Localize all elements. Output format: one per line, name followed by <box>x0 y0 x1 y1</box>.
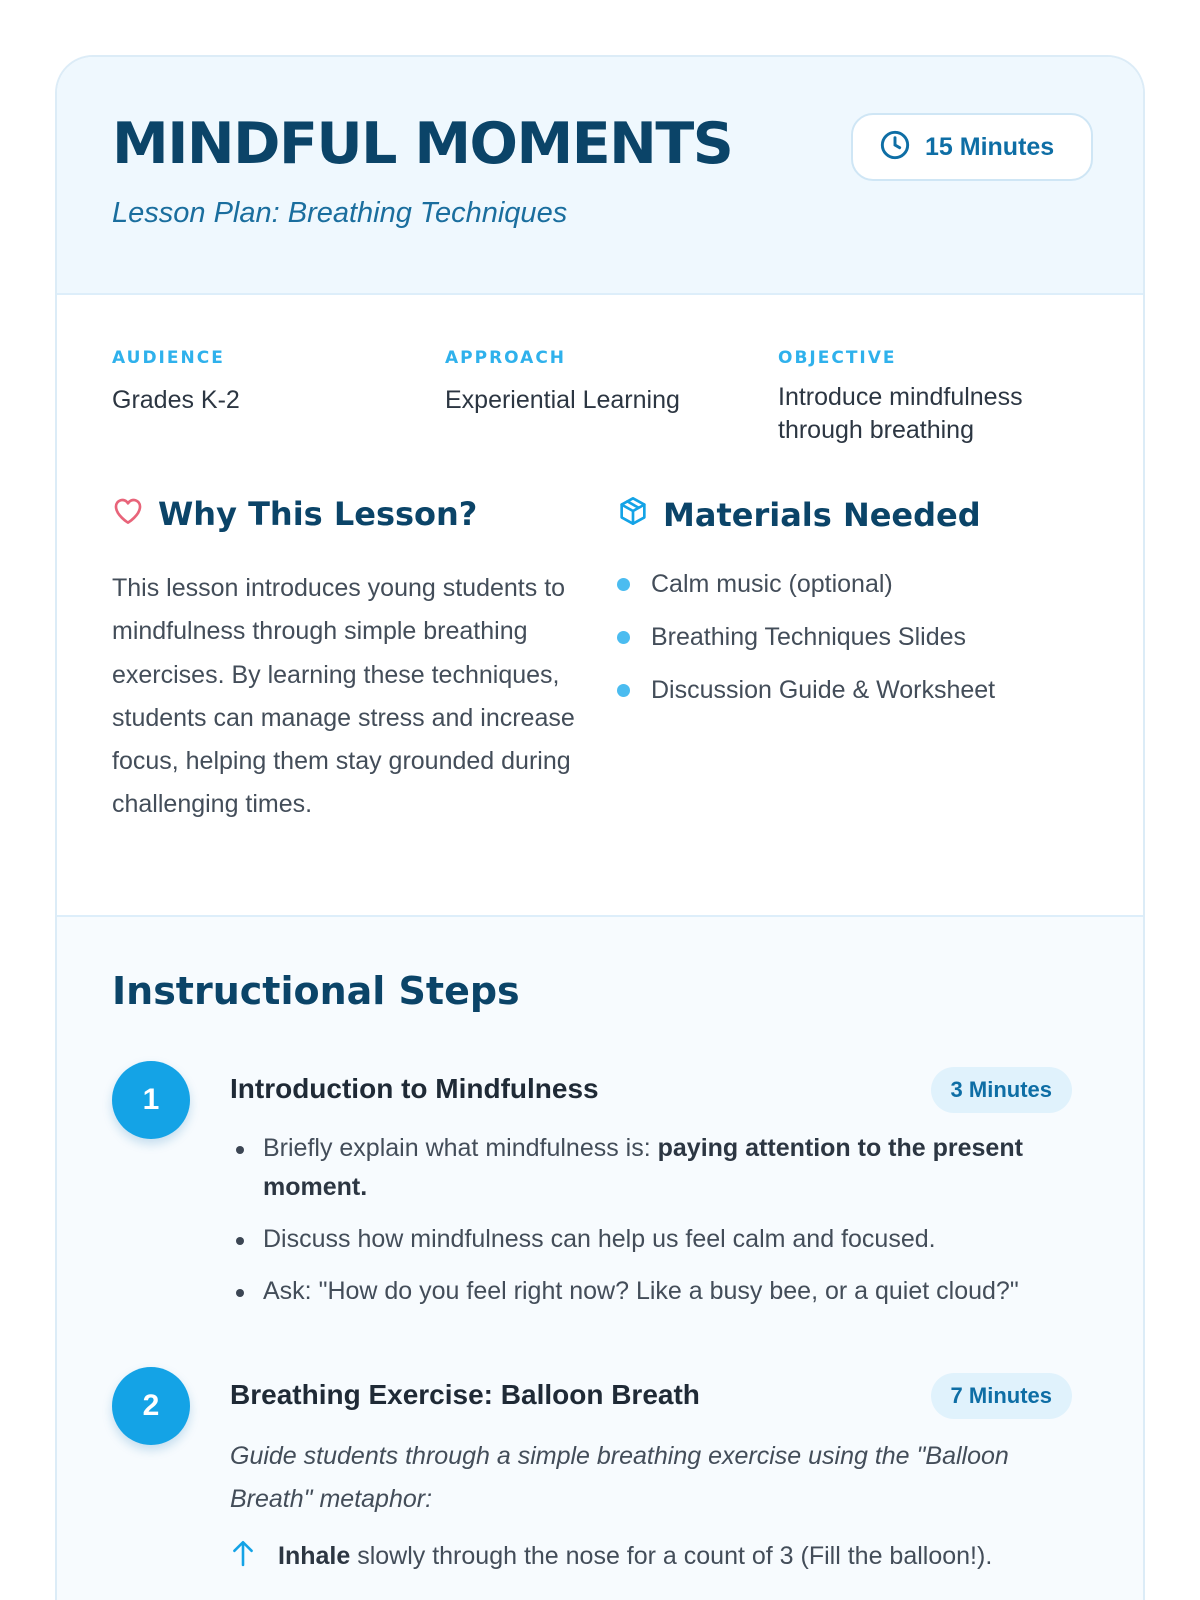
heart-icon <box>112 495 144 533</box>
lesson-title: MINDFUL MOMENTS <box>112 111 733 177</box>
bullet-text: Discuss how mindfulness can help us feel calm and focused. <box>263 1225 936 1253</box>
meta-label: AUDIENCE <box>112 348 225 368</box>
steps-heading: Instructional Steps <box>112 969 520 1013</box>
meta-value: Grades K-2 <box>112 386 240 414</box>
step-number: 1 <box>112 1061 190 1139</box>
step-intro: Guide students through a simple breathing exercise using the "Balloon Breath" metaphor: <box>230 1442 1009 1513</box>
meta-approach <box>445 348 680 417</box>
arrow-up-icon <box>230 1539 256 1574</box>
lesson-card <box>55 55 1145 1600</box>
step-duration-badge: 3 Minutes <box>931 1067 1072 1113</box>
list-item <box>230 1129 1072 1207</box>
bullet-text: Briefly explain what mindfulness is: <box>263 1134 658 1162</box>
list-item: Discussion Guide & Worksheet <box>617 673 995 726</box>
cube-icon <box>617 495 649 535</box>
lesson-header <box>57 57 1143 295</box>
why-heading-text: Why This Lesson? <box>158 495 478 533</box>
meta-value: Experiential Learning <box>445 386 680 414</box>
instructional-steps <box>57 915 1143 1600</box>
step-title: Introduction to Mindfulness <box>230 1073 599 1104</box>
meta-value: Introduce mindfulness through breathing <box>778 383 1023 444</box>
step-number: 2 <box>112 1367 190 1445</box>
inhale-bold: Inhale <box>278 1542 351 1570</box>
clock-icon <box>879 129 911 166</box>
meta-objective <box>778 348 1078 447</box>
list-item: Calm music (optional) <box>617 567 995 620</box>
materials-heading-text: Materials Needed <box>663 496 981 534</box>
materials-heading <box>617 495 981 535</box>
bullet-text: Ask: "How do you feel right now? Like a busy bee, or a quiet cloud?" <box>263 1277 1019 1305</box>
list-item <box>230 1272 1072 1311</box>
inhale-text <box>278 1542 992 1571</box>
list-item <box>230 1220 1072 1259</box>
step-bullets <box>230 1129 1072 1324</box>
meta-label: APPROACH <box>445 348 567 368</box>
why-heading <box>112 495 477 533</box>
inhale-rest: slowly through the nose for a count of 3 (Fill the balloon!). <box>350 1542 993 1570</box>
step-title: Breathing Exercise: Balloon Breath <box>230 1379 700 1410</box>
duration-badge <box>851 113 1093 181</box>
meta-audience <box>112 348 240 417</box>
list-item: Breathing Techniques Slides <box>617 620 995 673</box>
lesson-subtitle: Lesson Plan: Breathing Techniques <box>112 197 568 229</box>
materials-list <box>617 567 995 726</box>
why-text: This lesson introduces young students to mindfulness through simple breathing exercises. By learning these techniques, students can manage stress and increase focus, helping them stay grounded during challenging times. <box>112 574 575 819</box>
duration-label: 15 Minutes <box>925 132 1055 161</box>
meta-label: OBJECTIVE <box>778 348 897 368</box>
inhale-row <box>230 1539 992 1574</box>
bullet-bold-text: paying attention to the present moment. <box>263 1134 1023 1201</box>
step-duration-badge: 7 Minutes <box>931 1373 1072 1419</box>
